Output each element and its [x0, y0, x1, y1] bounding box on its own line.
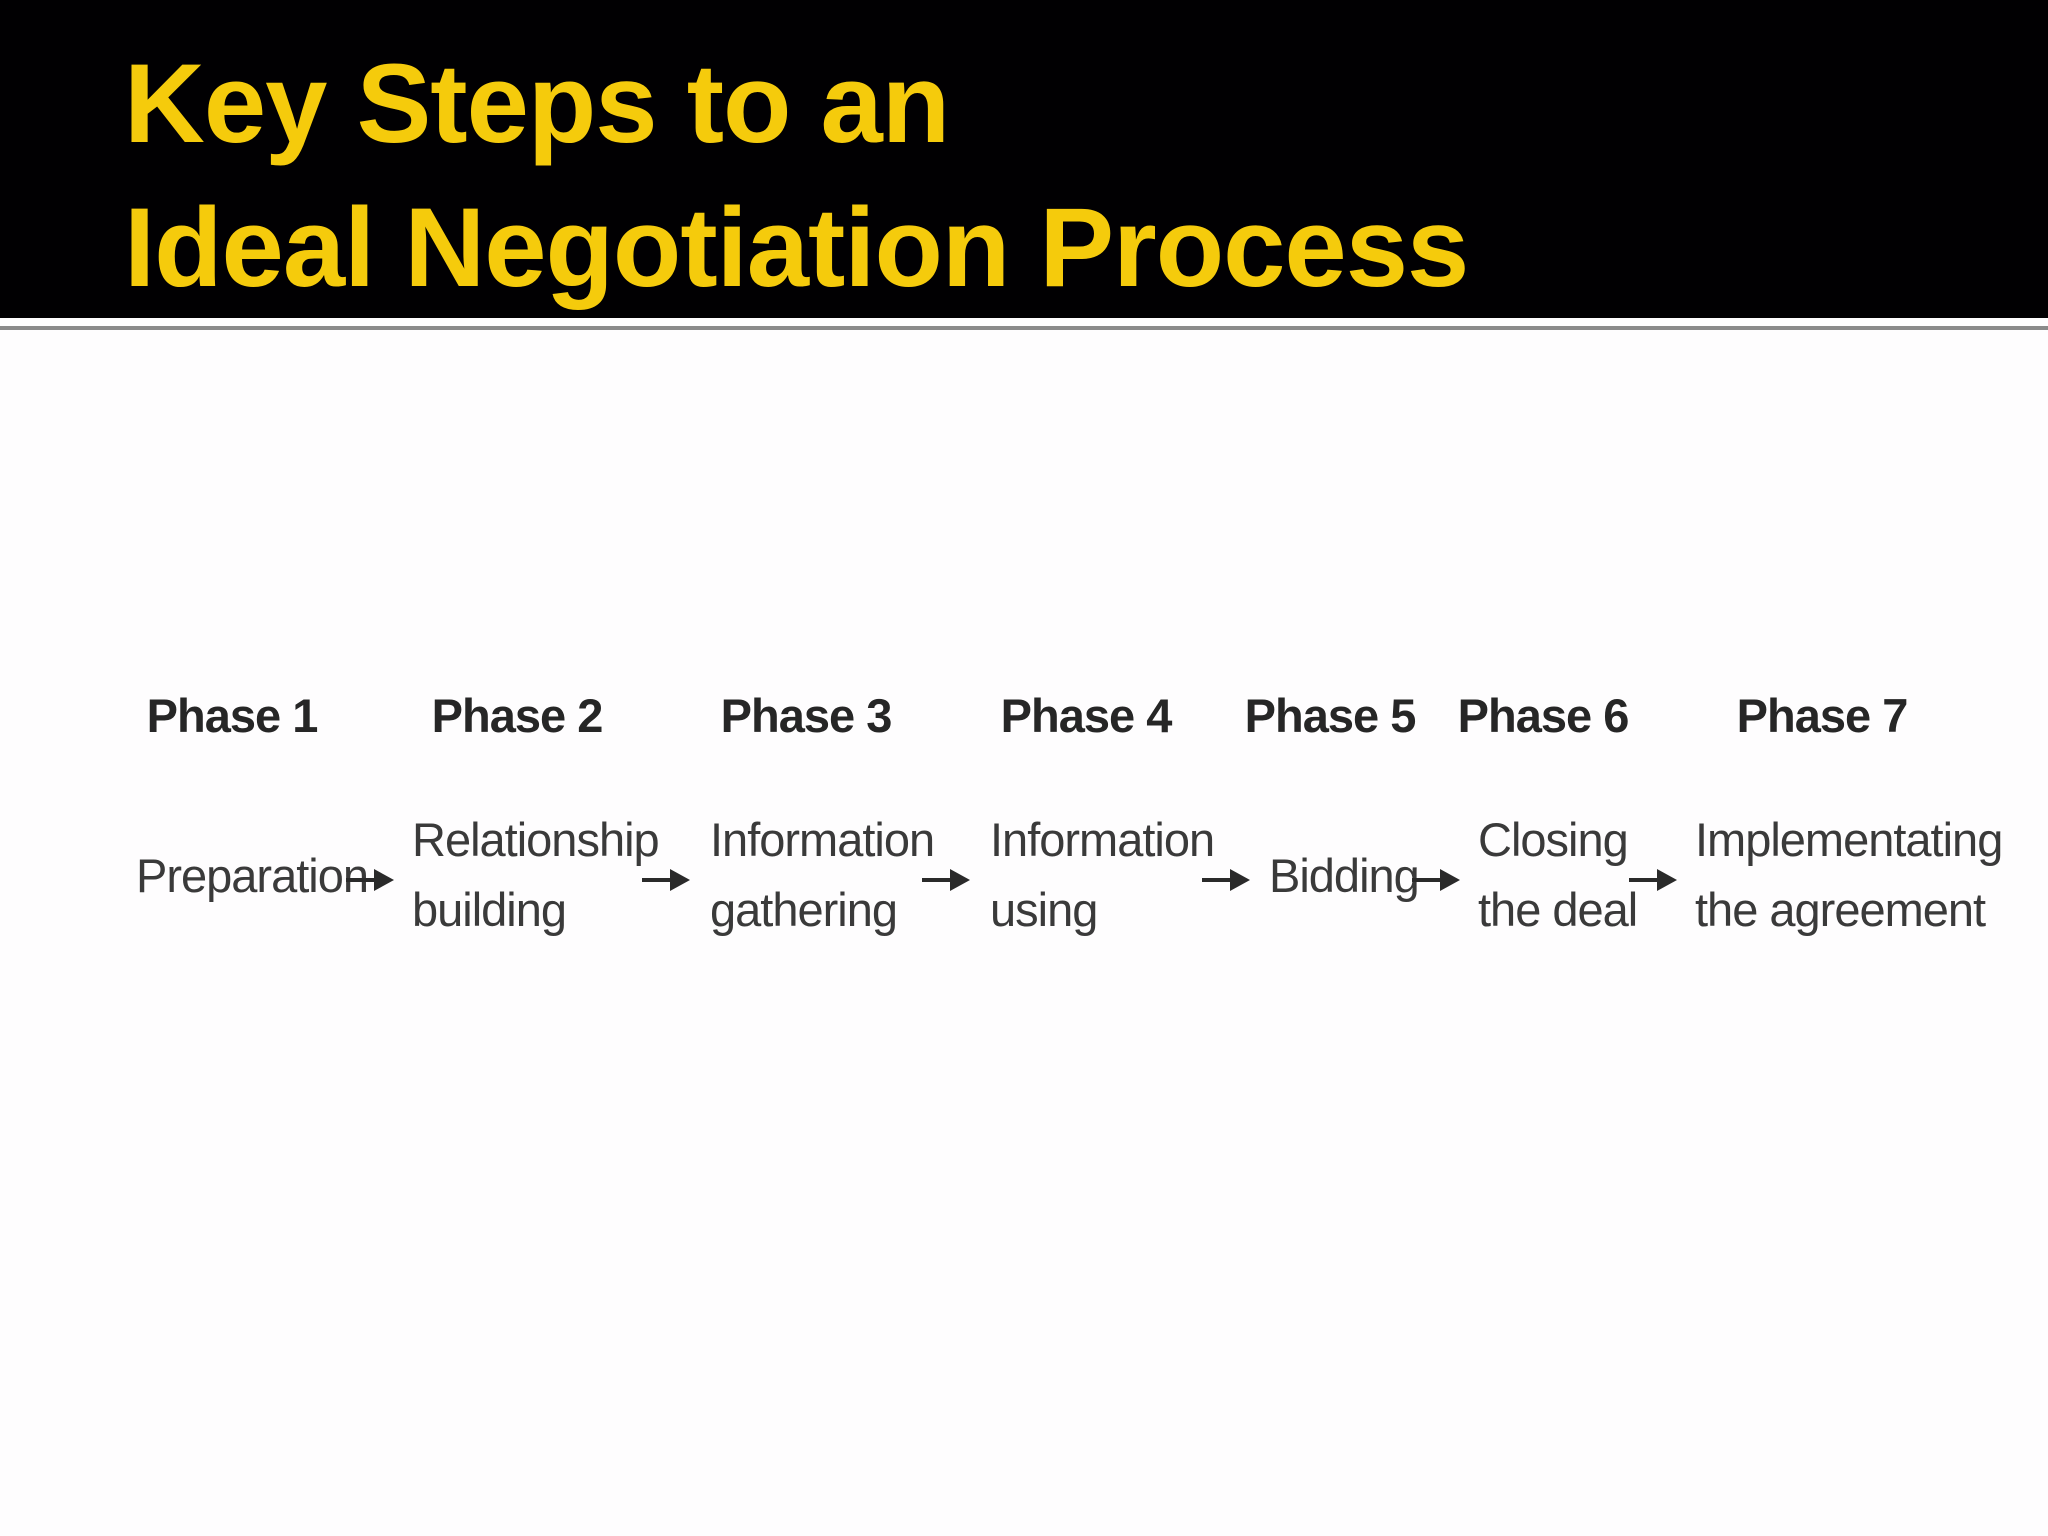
step-label-line: Relationship: [412, 813, 659, 866]
right-arrow-icon: [640, 862, 692, 898]
phase-3-heading: Phase 3: [720, 689, 892, 742]
step-label-line: Preparation: [136, 849, 368, 902]
step-label-line: the agreement: [1695, 883, 1986, 936]
step-label-line: Information: [710, 813, 935, 866]
step-label-line: the deal: [1478, 883, 1638, 936]
phase-6-heading: Phase 6: [1457, 689, 1629, 742]
right-arrow-icon: [1627, 862, 1679, 898]
step-label-line: gathering: [710, 883, 897, 936]
step-information-using: [990, 805, 1214, 945]
step-bidding: [1269, 841, 1419, 911]
phase-7-heading: Phase 7: [1736, 689, 1908, 742]
step-label-line: Implementating: [1695, 813, 2003, 866]
slide-title-line-2: Ideal Negotiation Process: [124, 185, 1469, 310]
step-label-line: Closing: [1478, 813, 1628, 866]
right-arrow-icon: [920, 862, 972, 898]
right-arrow-icon: [1410, 862, 1462, 898]
phase-4-heading: Phase 4: [1000, 689, 1172, 742]
right-arrow-icon: [344, 862, 396, 898]
step-information-gathering: [710, 805, 934, 945]
step-label-line: using: [990, 883, 1098, 936]
right-arrow-icon: [1200, 862, 1252, 898]
step-label-line: Bidding: [1269, 849, 1419, 902]
step-preparation: [136, 841, 368, 911]
step-label-line: building: [412, 883, 567, 936]
slide-title-line-1: Key Steps to an: [124, 41, 950, 166]
phase-1-heading: Phase 1: [146, 689, 318, 742]
step-label-line: Information: [990, 813, 1215, 866]
step-closing-the-deal: [1478, 805, 1637, 945]
step-implementing-the-agreement: [1695, 805, 2002, 945]
phase-5-heading: Phase 5: [1244, 689, 1416, 742]
step-relationship-building: [412, 805, 659, 945]
phase-2-heading: Phase 2: [431, 689, 603, 742]
